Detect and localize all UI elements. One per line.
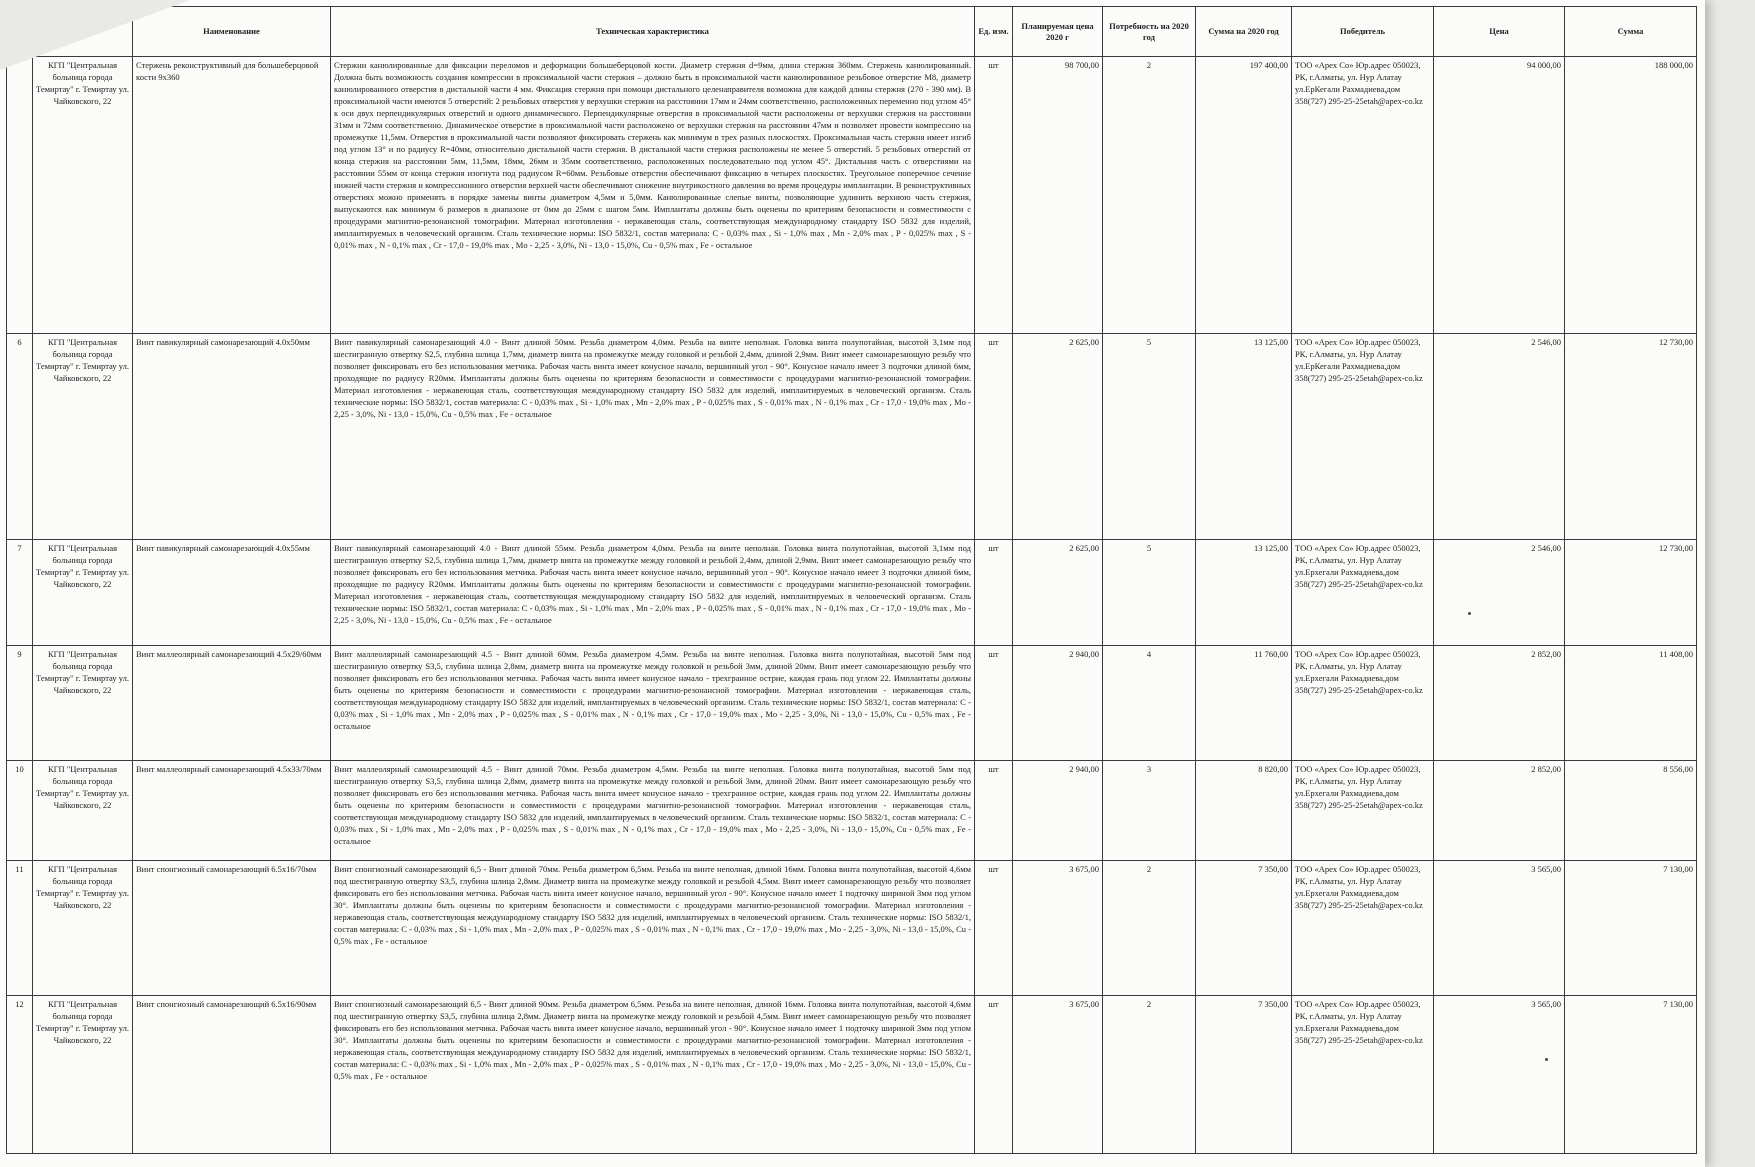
row-sum: 197 400,00 <box>1196 57 1292 334</box>
table-row <box>7 540 1697 645</box>
page-fold-corner <box>0 0 190 70</box>
row-price: 3 565,00 <box>1434 860 1565 995</box>
row-planned-price: 2 940,00 <box>1013 645 1103 760</box>
row-number: 7 <box>7 540 33 645</box>
row-description: Винт спонгиозный самонарезающий 6,5 - Винт длиной 70мм. Резьба диаметром 6,5мм. Резьба на винте неполная, длиной 16мм. Головка винта полупотайная, высотой 4,6мм под шестигранную отвертку S3,5, глубина шлица 2,8мм. Диаметр винта на промежутке между головкой и резьбой 4,5мм. Винт имеет самонарезающую резьбу что позволяет фиксировать его без использования метчика. Рабочая часть винта имеет конусное начало, вершинный угол - 90°. Конусное начало имеет 1 подточку шириной 3мм под углом 30°. Имплантаты должны быть оценены по критериям безопасности и совместимости с процедурами магнитно-резонансной томографии. Материал изготовления - нержавеющая сталь, соответствующая международному стандарту ISO 5832 для изделий, имплантируемых в человеческий организм. Сталь технические нормы: ISO 5832/1, состав материала: С - 0,03% max , Si - 1,0% max , Mn - 2,0% max , P - 0,025% max , S - 0,01% max , N - 0,1% max , Cr - 17,0 - 19,0% max , Mo - 2,25 - 3,0%, Ni - 13,0 - 15,0%, Cu - 0,5% max , Fe - остальное <box>331 860 975 995</box>
row-sum: 8 820,00 <box>1196 760 1292 860</box>
row-description: Винт спонгиозный самонарезающий 6,5 - Винт длиной 90мм. Резьба диаметром 6,5мм. Резьба на винте неполная, длиной 16мм. Головка винта полупотайная, высотой 4,6мм под шестигранную отвертку S3,5, глубина шлица 2,8мм. Диаметр винта на промежутке между головкой и резьбой 4,5мм. Винт имеет самонарезающую резьбу что позволяет фиксировать его без использования метчика. Рабочая часть винта имеет конусное начало, вершинный угол - 90°. Конусное начало имеет 1 подточку шириной 3мм под углом 30°. Имплантаты должны быть оценены по критериям безопасности и совместимости с процедурами магнитно-резонансной томографии. Материал изготовления - нержавеющая сталь, соответствующая международному стандарту ISO 5832 для изделий, имплантируемых в человеческий организм. Сталь технические нормы: ISO 5832/1, состав материала: С - 0,03% max , Si - 1,0% max , Mn - 2,0% max , P - 0,025% max , S - 0,01% max , N - 0,1% max , Cr - 17,0 - 19,0% max , Mo - 2,25 - 3,0%, Ni - 13,0 - 15,0%, Cu - 0,5% max , Fe - остальное <box>331 995 975 1153</box>
row-price: 2 852,00 <box>1434 645 1565 760</box>
scan-speck <box>1545 1058 1548 1061</box>
row-total: 188 000,00 <box>1565 57 1697 334</box>
row-item-name: Винт спонгиозный самонарезающий 6.5х16/90мм <box>133 995 331 1153</box>
row-winner: ТОО «Apex Co» Юр.адрес 050023, РК, г.Алматы, ул. Нур Алатау ул.Ерхегали Рахмадиева,дом 358(727) 295-25-25etah@apex-co.kz <box>1292 760 1434 860</box>
header-planned-price: Планируемая цена 2020 г <box>1013 7 1103 57</box>
row-need: 4 <box>1103 645 1196 760</box>
row-unit: шт <box>975 995 1013 1153</box>
row-winner: ТОО «Apex Co» Юр.адрес 050023, РК, г.Алматы, ул. Нур Алатау ул.Ерхегали Рахмадиева,дом 358(727) 295-25-25etah@apex-co.kz <box>1292 995 1434 1153</box>
row-total: 8 556,00 <box>1565 760 1697 860</box>
row-item-name: Винт спонгиозный самонарезающий 6.5х16/70мм <box>133 860 331 995</box>
row-customer: КГП "Центральная больница города Темиртау" г. Темиртау ул. Чайковского, 22 <box>33 540 133 645</box>
row-total: 7 130,00 <box>1565 860 1697 995</box>
row-total: 7 130,00 <box>1565 995 1697 1153</box>
row-sum: 13 125,00 <box>1196 540 1292 645</box>
row-number: 9 <box>7 645 33 760</box>
row-price: 3 565,00 <box>1434 995 1565 1153</box>
row-winner: ТОО «Apex Co» Юр.адрес 050023, РК, г.Алматы, ул. Нур Алатау ул.ЕрКегали Рахмадиева,дом 358(727) 295-25-25etah@apex-co.kz <box>1292 57 1434 334</box>
row-sum: 11 760,00 <box>1196 645 1292 760</box>
row-number <box>7 57 33 334</box>
table-row <box>7 645 1697 760</box>
row-planned-price: 2 625,00 <box>1013 334 1103 540</box>
row-unit: шт <box>975 57 1013 334</box>
row-customer: КГП "Центральная больница города Темиртау" г. Темиртау ул. Чайковского, 22 <box>33 334 133 540</box>
row-unit: шт <box>975 334 1013 540</box>
table-header-row <box>7 7 1697 57</box>
header-need: Потребность на 2020 год <box>1103 7 1196 57</box>
row-planned-price: 2 625,00 <box>1013 540 1103 645</box>
table-row <box>7 57 1697 334</box>
header-total: Сумма <box>1565 7 1697 57</box>
row-description: Винт маллеолярный самонарезающий 4.5 - Винт длиной 70мм. Резьба диаметром 4,5мм. Резьба на винте неполная. Головка винта полупотайная, высотой 5мм под шестигранную отвертку S3,5, глубина шлица 2,8мм, диаметр винта на промежутке между головкой и резьбой 3мм, длиной 20мм. Винт имеет самонарезающую резьбу что позволяет фиксировать его без использования метчика. Рабочая часть винта имеет конусное начало - трехгранное острие, каждая грань под углом 22. Имплантаты должны быть оценены по критериям безопасности и совместимости с процедурами магнитно-резонансной томографии. Материал изготовления - нержавеющая сталь, соответствующая международному стандарту ISO 5832 для изделий, имплантируемых в человеческий организм. Сталь технические нормы: ISO 5832/1, состав материала: С - 0,03% max , Si - 1,0% max , Mn - 2,0% max , P - 0,025% max , S - 0,01% max , N - 0,1% max , Cr - 17,0 - 19,0% max , Mo - 2,25 - 3,0%, Ni - 13,0 - 15,0%, Cu - 0,5% max , Fe - остальное <box>331 760 975 860</box>
header-sum: Сумма на 2020 год <box>1196 7 1292 57</box>
row-customer: КГП "Центральная больница города Темиртау" г. Темиртау ул. Чайковского, 22 <box>33 645 133 760</box>
row-need: 3 <box>1103 760 1196 860</box>
row-description: Винт маллеолярный самонарезающий 4.5 - Винт длиной 60мм. Резьба диаметром 4,5мм. Резьба на винте неполная. Головка винта полупотайная, высотой 5мм под шестигранную отвертку S3,5, глубина шлица 2,8мм, диаметр винта на промежутке между головкой и резьбой 3мм, длиной 20мм. Винт имеет самонарезающую резьбу что позволяет фиксировать его без использования метчика. Рабочая часть винта имеет конусное начало - трехгранное острие, каждая грань под углом 22. Имплантаты должны быть оценены по критериям безопасности и совместимости с процедурами магнитно-резонансной томографии. Материал изготовления - нержавеющая сталь, соответствующая международному стандарту ISO 5832 для изделий, имплантируемых в человеческий организм. Сталь технические нормы: ISO 5832/1, состав материала: С - 0,03% max , Si - 1,0% max , Mn - 2,0% max , P - 0,025% max , S - 0,01% max , N - 0,1% max , Cr - 17,0 - 19,0% max , Mo - 2,25 - 3,0%, Ni - 13,0 - 15,0%, Cu - 0,5% max , Fe - остальное <box>331 645 975 760</box>
row-planned-price: 3 675,00 <box>1013 860 1103 995</box>
row-price: 2 546,00 <box>1434 540 1565 645</box>
row-winner: ТОО «Apex Co» Юр.адрес 050023, РК, г.Алматы, ул. Нур Алатау ул.Ерхегали Рахмадиева,дом 358(727) 295-25-25etah@apex-co.kz <box>1292 860 1434 995</box>
row-item-name: Винт маллеолярный самонарезающий 4.5х29/60мм <box>133 645 331 760</box>
row-customer: КГП "Центральная больница города Темиртау" г. Темиртау ул. Чайковского, 22 <box>33 57 133 334</box>
row-sum: 13 125,00 <box>1196 334 1292 540</box>
row-planned-price: 2 940,00 <box>1013 760 1103 860</box>
row-customer: КГП "Центральная больница города Темиртау" г. Темиртау ул. Чайковского, 22 <box>33 860 133 995</box>
row-total: 12 730,00 <box>1565 540 1697 645</box>
header-winner: Победитель <box>1292 7 1434 57</box>
row-need: 2 <box>1103 57 1196 334</box>
table-row <box>7 760 1697 860</box>
row-unit: шт <box>975 540 1013 645</box>
row-winner: ТОО «Apex Co» Юр.адрес 050023, РК, г.Алматы, ул. Нур Алатау ул.Ерхегали Рахмадиева,дом 358(727) 295-25-25etah@apex-co.kz <box>1292 540 1434 645</box>
row-customer: КГП "Центральная больница города Темиртау" г. Темиртау ул. Чайковского, 22 <box>33 760 133 860</box>
header-name: Наименование <box>133 7 331 57</box>
row-need: 2 <box>1103 995 1196 1153</box>
row-unit: шт <box>975 860 1013 995</box>
row-number: 6 <box>7 334 33 540</box>
row-need: 5 <box>1103 540 1196 645</box>
scan-speck <box>1468 612 1471 615</box>
row-description: Винт павикулярный самонарезающий 4.0 - Винт длиной 50мм. Резьба диаметром 4,0мм. Резьба на винте неполная. Головка винта полупотайная, высотой 3,1мм под шестигранную отвертку S2,5, глубина шлица 1,7мм, диаметр винта на промежутке между головкой и резьбой 2,4мм, длиной 2,9мм. Винт имеет самонарезающую резьбу что позволяет фиксировать его без использования метчика. Рабочая часть винта имеет конусное начало, вершинный угол - 90°. Конусное начало имеет 3 подточки длиной 6мм, проходящие по радиусу R20мм. Имплантаты должны быть оценены по критериям безопасности и совместимости с процедурами магнитно-резонансной томографии. Материал изготовления - нержавеющая сталь, соответствующая международному стандарту ISO 5832 для изделий, имплантируемых в человеческий организм. Сталь технические нормы: ISO 5832/1, состав материала: С - 0,03% max , Si - 1,0% max , Mn - 2,0% max , P - 0,025% max , S - 0,01% max , N - 0,1% max , Cr - 17,0 - 19,0% max , Mo - 2,25 - 3,0%, Ni - 13,0 - 15,0%, Cu - 0,5% max , Fe - остальное <box>331 334 975 540</box>
row-price: 2 852,00 <box>1434 760 1565 860</box>
row-description: Винт павикулярный самонарезающий 4.0 - Винт длиной 55мм. Резьба диаметром 4,0мм. Резьба на винте неполная. Головка винта полупотайная, высотой 3,1мм под шестигранную отвертку S2,5, глубина шлица 1,7мм, диаметр винта на промежутке между головкой и резьбой 2,4мм, длиной 2,9мм. Винт имеет самонарезающую резьбу что позволяет фиксировать его без использования метчика. Рабочая часть винта имеет конусное начало, вершинный угол - 90°. Конусное начало имеет 3 подточки длиной 6мм, проходящие по радиусу R20мм. Имплантаты должны быть оценены по критериям безопасности и совместимости с процедурами магнитно-резонансной томографии. Материал изготовления - нержавеющая сталь, соответствующая международному стандарту ISO 5832 для изделий, имплантируемых в человеческий организм. Сталь технические нормы: ISO 5832/1, состав материала: С - 0,03% max , Si - 1,0% max , Mn - 2,0% max , P - 0,025% max , S - 0,01% max , N - 0,1% max , Cr - 17,0 - 19,0% max , Mo - 2,25 - 3,0%, Ni - 13,0 - 15,0%, Cu - 0,5% max , Fe - остальное <box>331 540 975 645</box>
row-item-name: Винт павикулярный самонарезающий 4.0х55мм <box>133 540 331 645</box>
row-sum: 7 350,00 <box>1196 995 1292 1153</box>
row-unit: шт <box>975 645 1013 760</box>
table-row <box>7 860 1697 995</box>
row-winner: ТОО «Apex Co» Юр.адрес 050023, РК, г.Алматы, ул. Нур Алатау ул.Ерхегали Рахмадиева,дом 358(727) 295-25-25etah@apex-co.kz <box>1292 645 1434 760</box>
row-planned-price: 3 675,00 <box>1013 995 1103 1153</box>
header-price: Цена <box>1434 7 1565 57</box>
row-planned-price: 98 700,00 <box>1013 57 1103 334</box>
row-number: 10 <box>7 760 33 860</box>
row-unit: шт <box>975 760 1013 860</box>
header-unit: Ед. изм. <box>975 7 1013 57</box>
row-description: Стержни канюлированные для фиксации переломов и деформации большеберцовой кости. Диаметр стержня d=9мм, длина стержня 360мм. Стержень канюлированный. Должна быть возможность создания компрессии в проксимальной части стержня – должно быть в проксимальной части канюлированное резьбовое отверстие М8, диаметр канюлированного отверстия в дистальной части 4 мм. Фиксация стержня при помощи дистального целенаправителя возможна для каждой длины стержня (270 - 390 мм). В проксимальной части имеются 5 отверстий: 2 резьбовых отверстия у верхушки стержня на расстоянии 17мм и 24мм соответственно, расположенных переменно под углом 45° к оси двух перпендикулярных отверстий и одного динамического. Перпендикулярные отверстия в проксимальной части расположены от верхушки стержня на расстоянии 31мм и 72мм соответственно. Динамическое отверстие в проксимальной части расположено от верхушки стержня на расстоянии 47мм и позволяет провести компрессию на промежутке 11,5мм. Отверстия в проксимальной части позволяют фиксировать стержень как минимум в трех разных плоскостях. Проксимальная часть стержня имеет изгиб под углом 13° и по радиусу R=40мм, относительно дистальной части стержня. В дистальной части стержня расположены не менее 5 отверстий. 5 резьбовых отверстий от конца стержня на расстоянии 5мм, 11,5мм, 18мм, 26мм и 35мм соответственно, расположенных последовательно под углом 45°. Дистальная часть с отверстиями на расстоянии 55мм от конца стержня изогнута под радиусом R=60мм. Резьбовые отверстия обеспечивают фиксацию в четырех плоскостях. Треугольное поперечное сечение нижней части стержня и компрессионного отверстия верхней части обеспечивают снижение внутрикостного давления во время процедуры имплантации. В реконструктивных отверстиях можно применять в порядке замены винты диаметром 4,5мм и 5,0мм. Канюлированные слепые винты, позволяющие удлинить верхнюю часть стержня, выпускаются как минимум 6 размеров в диапазоне от 0мм до 25мм с шагом 5мм. Имплантаты должны быть оценены по критериям безопасности и совместимости с процедурами магнитно-резонансной томографии. Материал изготовления - нержавеющая сталь, соответствующая международному стандарту ISO 5832 для изделий, имплантируемых в человеческий организм. Сталь технические нормы: ISO 5832/1, состав материала: С - 0,03% max , Si - 1,0% max , Mn - 2,0% max , P - 0,025% max , S - 0,01% max , N - 0,1% max , Cr - 17,0 - 19,0% max , Mo - 2,25 - 3,0%, Ni - 13,0 - 15,0%, Cu - 0,5% max , Fe - остальное <box>331 57 975 334</box>
row-number: 11 <box>7 860 33 995</box>
row-total: 11 408,00 <box>1565 645 1697 760</box>
row-winner: ТОО «Apex Co» Юр.адрес 050023, РК, г.Алматы, ул. Нур Алатау ул.ЕрКегали Рахмадиева,дом 358(727) 295-25-25etah@apex-co.kz <box>1292 334 1434 540</box>
row-price: 2 546,00 <box>1434 334 1565 540</box>
row-number: 12 <box>7 995 33 1153</box>
procurement-table <box>6 6 1697 1154</box>
row-need: 2 <box>1103 860 1196 995</box>
header-description: Техническая характеристика <box>331 7 975 57</box>
row-item-name: Винт павикулярный самонарезающий 4.0х50мм <box>133 334 331 540</box>
row-price: 94 000,00 <box>1434 57 1565 334</box>
table-row <box>7 334 1697 540</box>
row-item-name: Винт маллеолярный самонарезающий 4.5х33/70мм <box>133 760 331 860</box>
row-sum: 7 350,00 <box>1196 860 1292 995</box>
row-need: 5 <box>1103 334 1196 540</box>
row-customer: КГП "Центральная больница города Темиртау" г. Темиртау ул. Чайковского, 22 <box>33 995 133 1153</box>
row-item-name: Стержень реконструктивный для большеберцовой кости 9х360 <box>133 57 331 334</box>
table-row <box>7 995 1697 1153</box>
row-total: 12 730,00 <box>1565 334 1697 540</box>
